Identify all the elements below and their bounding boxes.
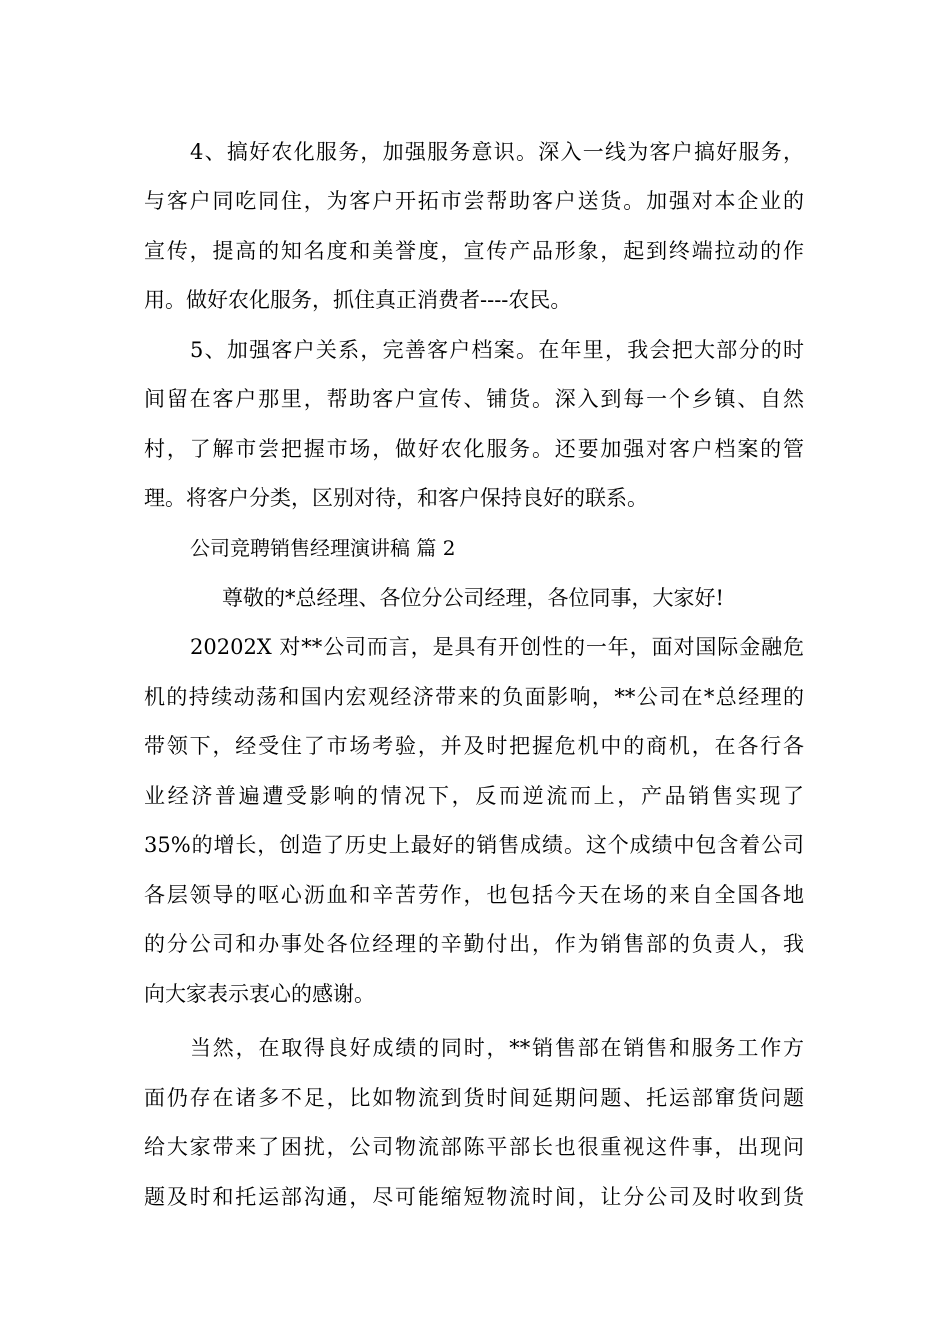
paragraph-line: 间留在客户那里，帮助客户宣传、铺货。深入到每一个乡镇、自然 bbox=[144, 387, 804, 411]
paragraph-line: 村，了解市尝把握市场，做好农化服务。还要加强对客户档案的管 bbox=[144, 437, 804, 461]
paragraph-line: 的分公司和办事处各位经理的辛勤付出，作为销售部的负责人，我 bbox=[144, 932, 804, 956]
paragraph-line: 4、搞好农化服务，加强服务意识。深入一线为客户搞好服务， bbox=[190, 140, 804, 164]
paragraph-line: 带领下，经受住了市场考验，并及时把握危机中的商机，在各行各 bbox=[144, 734, 804, 758]
paragraph-line: 理。将客户分类，区别对待，和客户保持良好的联系。 bbox=[144, 486, 648, 510]
paragraph-line: 用。做好农化服务，抓住真正消费者----农民。 bbox=[144, 288, 572, 312]
paragraph-line: 业经济普遍遭受影响的情况下，反而逆流而上，产品销售实现了 bbox=[144, 784, 804, 808]
paragraph-line: 面仍存在诸多不足，比如物流到货时间延期问题、托运部窜货问题 bbox=[144, 1086, 804, 1110]
greeting-line: 尊敬的*总经理、各位分公司经理，各位同事，大家好! bbox=[222, 586, 724, 610]
paragraph-line: 向大家表示衷心的感谢。 bbox=[144, 982, 375, 1006]
paragraph-line: 宣传，提高的知名度和美誉度，宣传产品形象，起到终端拉动的作 bbox=[144, 239, 804, 263]
paragraph-line: 各层领导的呕心沥血和辛苦劳作，也包括今天在场的来自全国各地 bbox=[144, 883, 804, 907]
paragraph-line: 给大家带来了困扰，公司物流部陈平部长也很重视这件事，出现问 bbox=[144, 1135, 804, 1159]
paragraph-line: 20202X 对**公司而言，是具有开创性的一年，面对国际金融危 bbox=[190, 635, 804, 659]
section-heading: 公司竞聘销售经理演讲稿 篇 2 bbox=[190, 536, 456, 560]
paragraph-line: 与客户同吃同住，为客户开拓市尝帮助客户送货。加强对本企业的 bbox=[144, 189, 804, 213]
paragraph-line: 35%的增长，创造了历史上最好的销售成绩。这个成绩中包含着公司 bbox=[144, 833, 804, 857]
paragraph-line: 当然，在取得良好成绩的同时，**销售部在销售和服务工作方 bbox=[190, 1036, 804, 1060]
paragraph-line: 题及时和托运部沟通，尽可能缩短物流时间，让分公司及时收到货 bbox=[144, 1185, 804, 1209]
paragraph-line: 机的持续动荡和国内宏观经济带来的负面影响，**公司在*总经理的 bbox=[144, 685, 804, 709]
paragraph-line: 5、加强客户关系，完善客户档案。在年里，我会把大部分的时 bbox=[190, 338, 804, 362]
